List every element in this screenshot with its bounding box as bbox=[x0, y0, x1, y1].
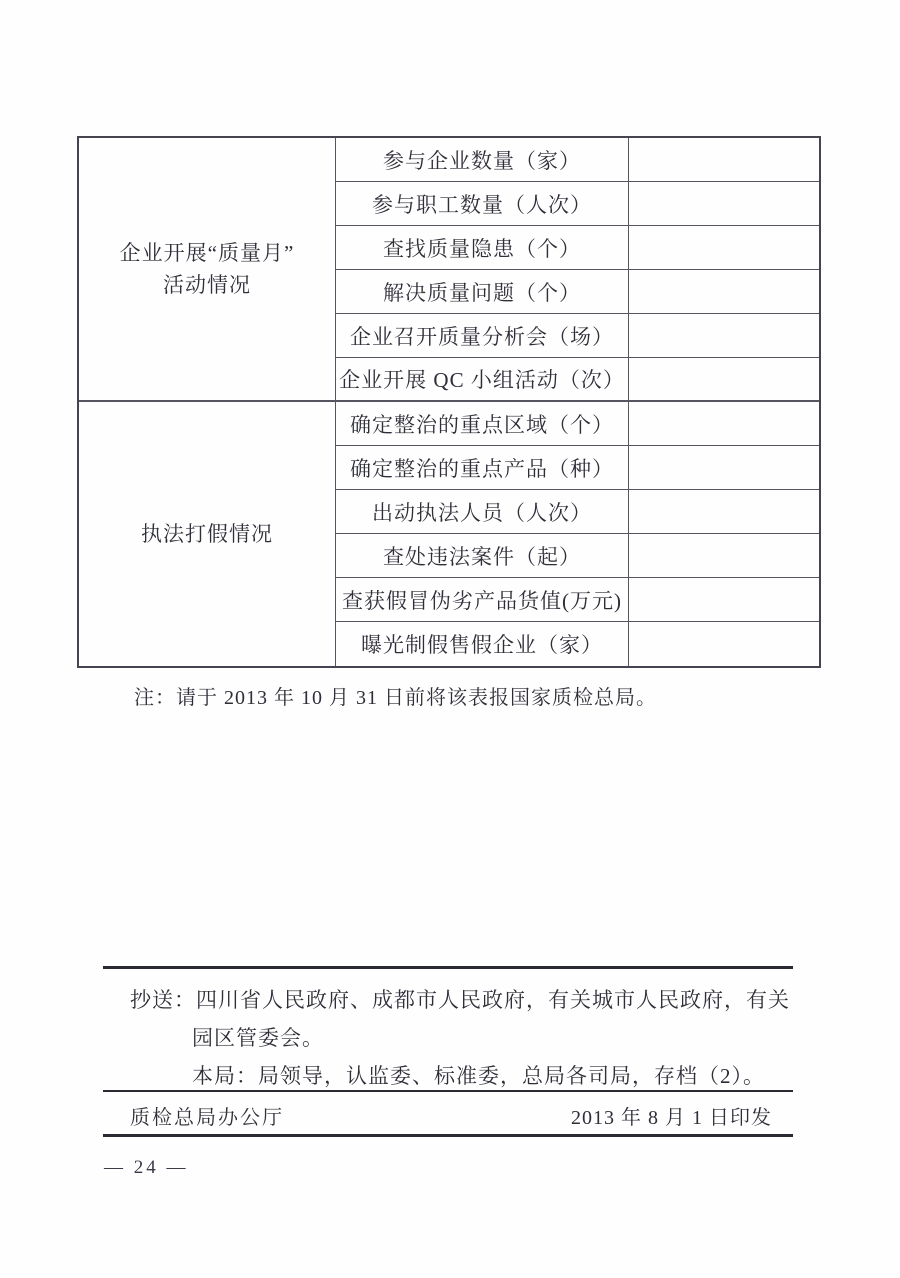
value-cell bbox=[629, 314, 819, 358]
value-cell bbox=[629, 226, 819, 270]
group-label-line: 活动情况 bbox=[163, 273, 251, 297]
print-date: 2013 年 8 月 1 日印发 bbox=[571, 1107, 772, 1129]
value-cell bbox=[629, 534, 819, 578]
row-label: 曝光制假售假企业（家） bbox=[336, 622, 629, 666]
value-cell bbox=[629, 402, 819, 446]
row-label: 确定整治的重点产品（种） bbox=[336, 446, 629, 490]
group-label-enterprise-activities bbox=[79, 138, 336, 402]
cc-line-2: 园区管委会。 bbox=[192, 1026, 324, 1050]
row-label: 解决质量问题（个） bbox=[336, 270, 629, 314]
group-label-line: 执法打假情况 bbox=[141, 522, 273, 546]
value-cell bbox=[629, 578, 819, 622]
value-cell bbox=[629, 622, 819, 666]
separator-rule-top bbox=[103, 966, 793, 969]
row-label: 确定整治的重点区域（个） bbox=[336, 402, 629, 446]
cc-line-3: 本局：局领导，认监委、标准委，总局各司局，存档（2）。 bbox=[192, 1064, 765, 1088]
row-label: 查找质量隐患（个） bbox=[336, 226, 629, 270]
row-label: 参与企业数量（家） bbox=[336, 138, 629, 182]
value-cell bbox=[629, 138, 819, 182]
issuing-office: 质检总局办公厅 bbox=[130, 1107, 284, 1129]
value-cell bbox=[629, 182, 819, 226]
row-label: 查获假冒伪劣产品货值(万元) bbox=[336, 578, 629, 622]
value-cell bbox=[629, 446, 819, 490]
cc-line-1: 抄送：四川省人民政府、成都市人民政府，有关城市人民政府，有关 bbox=[130, 988, 790, 1012]
row-label: 企业召开质量分析会（场） bbox=[336, 314, 629, 358]
group-label-line: 企业开展“质量月” bbox=[119, 241, 295, 265]
group-label-enforcement bbox=[79, 402, 336, 666]
row-label: 参与职工数量（人次） bbox=[336, 182, 629, 226]
separator-rule-middle bbox=[103, 1090, 793, 1092]
value-cell bbox=[629, 490, 819, 534]
page-number: — 24 — bbox=[104, 1157, 189, 1178]
quality-month-report-table bbox=[77, 136, 821, 668]
row-label: 出动执法人员（人次） bbox=[336, 490, 629, 534]
row-label: 查处违法案件（起） bbox=[336, 534, 629, 578]
separator-rule-bottom bbox=[103, 1134, 793, 1137]
row-label: 企业开展 QC 小组活动（次） bbox=[336, 358, 629, 402]
value-cell bbox=[629, 358, 819, 402]
submission-note: 注：请于 2013 年 10 月 31 日前将该表报国家质检总局。 bbox=[134, 687, 657, 709]
value-cell bbox=[629, 270, 819, 314]
